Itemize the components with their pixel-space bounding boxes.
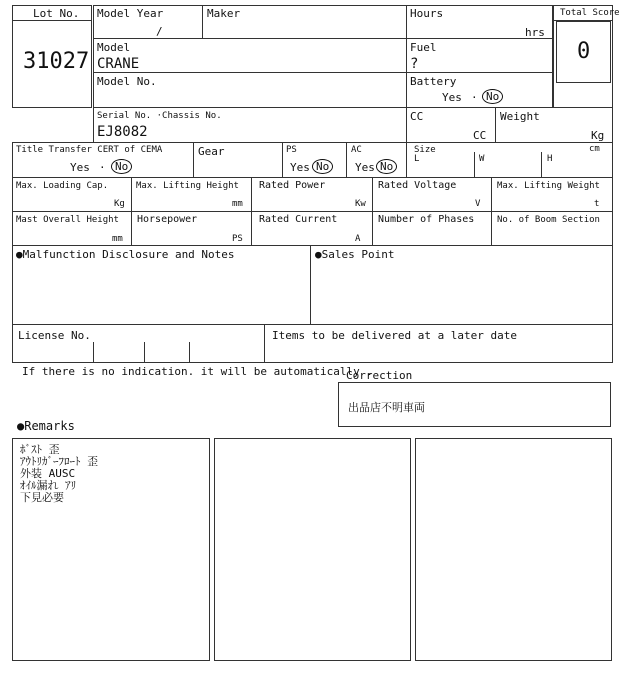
horsepower-label: Horsepower — [137, 214, 198, 225]
maker-label: Maker — [207, 7, 241, 20]
cc-unit: CC — [473, 129, 487, 142]
rated-voltage-unit: V — [475, 199, 481, 209]
remarks-box-3 — [415, 438, 612, 661]
model-no-label: Model No. — [97, 75, 157, 88]
ps-yes: Yes — [290, 161, 310, 174]
size-h: H — [547, 154, 553, 164]
fuel-value: ? — [410, 56, 419, 72]
model-year-value: / — [156, 25, 163, 38]
model-value: CRANE — [97, 56, 140, 72]
remarks-line: 下見必要 — [20, 491, 64, 504]
rated-current-label: Rated Current — [259, 214, 338, 225]
sales-point-label: ●Sales Point — [315, 248, 395, 261]
remarks-box-2 — [214, 438, 411, 661]
size-divider-2 — [541, 152, 542, 178]
rated-power-unit: Kw — [355, 199, 366, 209]
fuel-label: Fuel — [410, 41, 437, 54]
max-lifting-height-label: Max. Lifting Height — [136, 181, 239, 191]
max-lifting-weight-label: Max. Lifting Weight — [497, 181, 600, 191]
title-transfer-no-circled: No — [111, 159, 132, 174]
rated-current-unit: A — [355, 234, 361, 244]
cc-label: CC — [410, 110, 424, 123]
ac-yes: Yes — [355, 161, 375, 174]
ps-no-circled: No — [312, 159, 333, 174]
remarks-line: ｵｲﾙ漏れ ｱﾘ — [20, 479, 77, 492]
rated-power-label: Rated Power — [259, 180, 326, 191]
gear-label: Gear — [198, 145, 225, 158]
correction-label: Correction — [346, 369, 413, 382]
license-divider-2 — [144, 342, 145, 363]
number-of-phases-label: Number of Phases — [378, 214, 475, 225]
weight-label: Weight — [500, 110, 540, 123]
license-divider-3 — [189, 342, 190, 363]
no-of-boom-section-label: No. of Boom Section — [497, 215, 600, 225]
mast-overall-height-unit: mm — [112, 234, 123, 244]
size-label: Size — [414, 145, 436, 155]
license-divider-1 — [93, 342, 94, 363]
total-score-label: Total Score — [560, 8, 620, 18]
hours-label: Hours — [410, 7, 444, 20]
remarks-line: ｱｳﾄﾘｶﾞｰﾌﾛｰﾄ 歪 — [20, 455, 99, 468]
title-transfer-label: Title Transfer CERT of CEMA — [16, 145, 163, 155]
items-later-label: Items to be delivered at a later date — [272, 329, 518, 342]
remarks-line: 外装 AUSC — [20, 467, 76, 480]
size-unit: cm — [589, 144, 600, 154]
title-transfer-dot: · — [99, 161, 106, 174]
model-cell — [93, 38, 407, 73]
hours-unit: hrs — [525, 26, 545, 39]
auto-indication-note: If there is no indication. it will be automatically . — [22, 365, 373, 378]
size-l: L — [414, 154, 420, 164]
license-label: License No. — [18, 329, 91, 342]
lot-number: 31027 — [23, 49, 90, 74]
correction-value: 出品店不明車両 — [348, 401, 425, 414]
remarks-label: ●Remarks — [17, 419, 75, 433]
max-lifting-height-unit: mm — [232, 199, 243, 209]
ac-no-circled: No — [376, 159, 397, 174]
malfunction-label: ●Malfunction Disclosure and Notes — [16, 248, 235, 261]
battery-label: Battery — [410, 75, 457, 88]
ps-label: PS — [286, 145, 297, 155]
max-loading-cap-unit: Kg — [114, 199, 125, 209]
max-lifting-weight-unit: t — [594, 199, 600, 209]
lot-label: Lot No. — [33, 7, 80, 20]
battery-yes: Yes — [442, 91, 462, 104]
size-divider-1 — [474, 152, 475, 178]
rated-voltage-label: Rated Voltage — [378, 180, 457, 191]
model-year-label: Model Year — [97, 7, 164, 20]
serial-value: EJ8082 — [97, 124, 148, 140]
ac-label: AC — [351, 145, 362, 155]
max-loading-cap-label: Max. Loading Cap. — [16, 181, 109, 191]
battery-no-circled: No — [482, 89, 503, 104]
size-w: W — [479, 154, 485, 164]
remarks-line: ﾎﾞｽﾄ 歪 — [20, 443, 60, 456]
horsepower-unit: PS — [232, 234, 243, 244]
total-score-value: 0 — [577, 39, 591, 64]
mast-overall-height-label: Mast Overall Height — [16, 215, 119, 225]
serial-label: Serial No. ·Chassis No. — [97, 111, 222, 121]
model-label: Model — [97, 41, 131, 54]
size-cell — [406, 142, 613, 178]
battery-dot: · — [471, 91, 478, 104]
weight-unit: Kg — [591, 129, 605, 142]
title-transfer-yes: Yes — [70, 161, 90, 174]
remarks-lines — [20, 444, 98, 504]
